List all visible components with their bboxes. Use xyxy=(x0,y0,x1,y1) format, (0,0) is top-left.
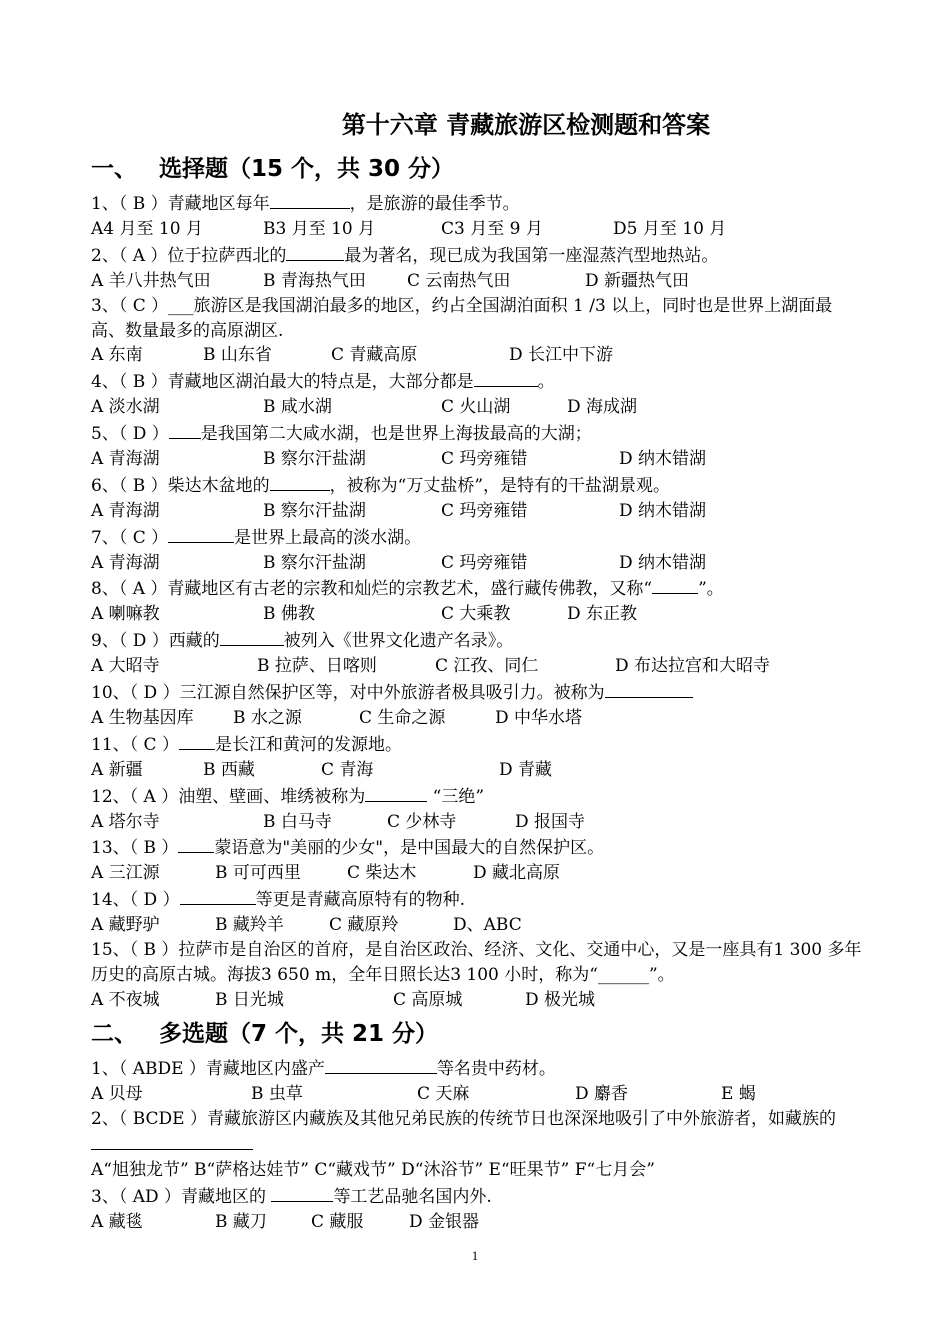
option: D 纳木错湖 xyxy=(619,500,707,521)
option: A 新疆 xyxy=(91,759,143,780)
answer-blank xyxy=(286,242,344,261)
option: D5 月至 10 月 xyxy=(613,218,727,239)
question-text: 5、（ D ） xyxy=(91,424,169,445)
options-row xyxy=(91,706,866,731)
option: D 金银器 xyxy=(409,1212,480,1233)
question-text: 11、（ C ） xyxy=(91,734,179,755)
question-text: 等更是青藏高原特有的物种. xyxy=(255,890,465,911)
option: B 西藏 xyxy=(203,759,255,780)
question-text: 等工艺品驰名国内外. xyxy=(333,1187,492,1208)
option: D 藏北高原 xyxy=(473,863,561,884)
question-text: 是长江和黄河的发源地。 xyxy=(214,734,402,755)
option: A 藏野驴 xyxy=(91,915,160,936)
question-stem xyxy=(91,886,866,913)
option: B3 月至 10 月 xyxy=(263,218,376,239)
question-text: 等名贵中药材。 xyxy=(436,1058,556,1079)
answer-blank xyxy=(91,1131,253,1150)
option: C 大乘教 xyxy=(441,604,511,625)
question-text: ，被称为“万丈盐桥”，是特有的干盐湖景观。 xyxy=(329,475,671,496)
question-stem xyxy=(91,679,866,706)
option: C 江孜、同仁 xyxy=(435,656,539,677)
question-text: 9、（ D ）西藏的 xyxy=(91,631,220,652)
question-text: 被列入《世界文化遗产名录》。 xyxy=(283,631,514,652)
answer-blank xyxy=(168,524,234,543)
question-stem xyxy=(91,1055,866,1082)
question-stem xyxy=(91,575,866,602)
option: C 生命之源 xyxy=(359,707,446,728)
section-heading-multiple-choice xyxy=(91,1017,866,1051)
options-row xyxy=(91,861,866,886)
option: C 少林寺 xyxy=(387,811,457,832)
option: C 火山湖 xyxy=(441,397,511,418)
options-row: A“旭独龙节” B“萨格达娃节” C“藏戏节” D“沐浴节” E“旺果节” F“七月会” xyxy=(91,1160,655,1181)
question-stem xyxy=(91,1183,866,1210)
options-row xyxy=(91,1210,866,1235)
option: A 不夜城 xyxy=(91,989,160,1010)
document-page xyxy=(91,104,866,1235)
question-stem xyxy=(91,1107,866,1159)
option: B 察尔汗盐湖 xyxy=(263,500,366,521)
answer-blank xyxy=(178,834,214,853)
answer-blank xyxy=(270,190,350,209)
options-row xyxy=(91,758,866,783)
option: C 青藏高原 xyxy=(331,345,418,366)
option: C 高原城 xyxy=(393,989,463,1010)
answer-blank xyxy=(271,1183,333,1202)
option: A 羊八井热气田 xyxy=(91,270,211,291)
option: A 喇嘛教 xyxy=(91,604,160,625)
question-text: 2、（ BCDE ）青藏旅游区内藏族及其他兄弟民族的传统节日也深深地吸引了中外旅游者，如藏族的 xyxy=(91,1108,836,1129)
question-text: 6、（ B ）柴达木盆地的 xyxy=(91,475,270,496)
option: C 云南热气田 xyxy=(407,270,511,291)
answer-blank xyxy=(220,627,284,646)
option: A4 月至 10 月 xyxy=(91,218,203,239)
page-title: 第十六章 青藏旅游区检测题和答案 xyxy=(341,111,711,139)
page-number: 1 xyxy=(471,1248,479,1263)
options-row xyxy=(91,499,866,524)
options-row xyxy=(91,654,866,679)
option: B 山东省 xyxy=(203,345,272,366)
option: C 玛旁雍错 xyxy=(441,500,528,521)
question-text: 。 xyxy=(537,372,555,393)
question-stem xyxy=(91,783,866,810)
question-stem: 15、（ B ）拉萨市是自治区的首府，是自治区政治、经济、文化、交通中心，又是一座具有1 300 多年历史的高原古城。海拔3 650 m，全年日照长达3 100 小时，称为“______”。 xyxy=(91,940,862,985)
option: D 东正教 xyxy=(567,604,638,625)
option: B 青海热气田 xyxy=(263,270,366,291)
option: D 新疆热气田 xyxy=(585,270,690,291)
option: B 拉萨、日喀则 xyxy=(257,656,377,677)
option: B 白马寺 xyxy=(263,811,332,832)
option: B 察尔汗盐湖 xyxy=(263,552,366,573)
question-stem xyxy=(91,420,866,447)
option: A 塔尔寺 xyxy=(91,811,160,832)
option: C 青海 xyxy=(321,759,374,780)
option: B 藏羚羊 xyxy=(215,915,284,936)
question-stem xyxy=(91,627,866,654)
section-heading-single-choice xyxy=(91,152,866,186)
option: B 咸水湖 xyxy=(263,397,332,418)
options-row xyxy=(91,913,866,938)
option: D 海成湖 xyxy=(567,397,638,418)
option: B 日光城 xyxy=(215,989,284,1010)
option: A 青海湖 xyxy=(91,552,160,573)
options-row xyxy=(91,269,866,294)
question-text: 4、（ B ）青藏地区湖泊最大的特点是，大部分都是 xyxy=(91,372,474,393)
options-row xyxy=(91,447,866,472)
option: D 极光城 xyxy=(525,989,596,1010)
question-text: ，是旅游的最佳季节。 xyxy=(349,194,520,214)
option: A 淡水湖 xyxy=(91,397,160,418)
option: C 玛旁雍错 xyxy=(441,449,528,469)
multiple-choice-questions xyxy=(91,1055,866,1235)
single-choice-questions xyxy=(91,190,866,1013)
options-row xyxy=(91,343,866,368)
question-text: 1、（ B ）青藏地区每年 xyxy=(91,194,270,214)
option: A 东南 xyxy=(91,345,143,366)
option: D 布达拉宫和大昭寺 xyxy=(615,656,771,677)
question-stem: 3、（ C ）___旅游区是我国湖泊最多的地区，约占全国湖泊面积 1 /3 以上，同时也是世界上湖面最高、数量最多的高原湖区. xyxy=(91,295,833,341)
option: B 可可西里 xyxy=(215,863,301,884)
question-stem xyxy=(91,524,866,551)
option: A 青海湖 xyxy=(91,500,160,521)
section-number: 一、 xyxy=(91,156,137,182)
answer-blank xyxy=(270,472,330,491)
options-row xyxy=(91,551,866,576)
question-stem xyxy=(91,731,866,758)
options-row xyxy=(91,1082,866,1107)
option: D 报国寺 xyxy=(515,811,586,832)
option: B 藏刀 xyxy=(215,1212,267,1233)
option: D 麝香 xyxy=(575,1083,629,1104)
option: B 佛教 xyxy=(263,604,315,625)
option: B 虫草 xyxy=(251,1083,303,1104)
section-number: 二、 xyxy=(91,1020,137,1047)
answer-blank xyxy=(474,368,538,387)
section-label: 多选题（7 个，共 21 分） xyxy=(159,1020,439,1047)
option: A 青海湖 xyxy=(91,449,160,469)
question-text: 12、（ A ）油塑、壁画、堆绣被称为 xyxy=(91,786,366,807)
option: B 察尔汗盐湖 xyxy=(263,449,366,469)
question-text: 10、（ D ）三江源自然保护区等，对中外旅游者极具吸引力。被称为 xyxy=(91,683,605,704)
option: D 纳木错湖 xyxy=(619,449,707,469)
question-stem xyxy=(91,242,866,269)
option: C 藏原羚 xyxy=(329,915,399,936)
answer-blank xyxy=(652,575,698,594)
options-row xyxy=(91,217,866,242)
answer-blank xyxy=(605,679,693,698)
question-text: 2、（ A ）位于拉萨西北的 xyxy=(91,245,287,266)
question-text: 最为著名，现已成为我国第一座湿蒸汽型地热站。 xyxy=(344,245,719,266)
option: D 中华水塔 xyxy=(495,707,583,728)
question-text: 是世界上最高的淡水湖。 xyxy=(234,527,422,548)
option: B 水之源 xyxy=(233,707,302,728)
question-text: 蒙语意为"美丽的少女"，是中国最大的自然保护区。 xyxy=(214,838,605,859)
question-text: 3、（ AD ）青藏地区的 xyxy=(91,1187,272,1208)
options-row xyxy=(91,810,866,835)
question-text: ”。 xyxy=(698,579,724,600)
question-stem xyxy=(91,472,866,499)
option: D 纳木错湖 xyxy=(619,552,707,573)
question-text: “三绝” xyxy=(427,786,485,807)
options-row xyxy=(91,602,866,627)
question-stem xyxy=(91,368,866,395)
question-text: 14、（ D ） xyxy=(91,890,180,911)
option: A 生物基因库 xyxy=(91,707,194,728)
option: D 青藏 xyxy=(499,759,553,780)
options-row xyxy=(91,988,866,1013)
question-text: 1、（ ABDE ）青藏地区内盛产 xyxy=(91,1058,325,1079)
question-text: 8、（ A ）青藏地区有古老的宗教和灿烂的宗教艺术，盛行藏传佛教，又称“ xyxy=(91,579,653,600)
question-stem xyxy=(91,190,866,217)
section-label: 选择题（15 个，共 30 分） xyxy=(159,156,455,182)
question-text: 7、（ C ） xyxy=(91,527,169,548)
option: A 藏毯 xyxy=(91,1212,143,1233)
question-stem xyxy=(91,834,866,861)
options-row xyxy=(91,395,866,420)
option: C 玛旁雍错 xyxy=(441,552,528,573)
answer-blank xyxy=(365,783,427,802)
question-text: 是我国第二大咸水湖，也是世界上海拔最高的大湖； xyxy=(200,424,592,445)
option: D、ABC xyxy=(453,915,522,936)
option: C 藏服 xyxy=(311,1212,364,1233)
option: D 长江中下游 xyxy=(509,345,614,366)
option: C 天麻 xyxy=(417,1083,470,1104)
option: A 贝母 xyxy=(91,1083,143,1104)
answer-blank xyxy=(325,1055,437,1074)
answer-blank xyxy=(169,420,201,439)
option: E 蝎 xyxy=(721,1083,756,1104)
answer-blank xyxy=(180,886,256,905)
option: A 大昭寺 xyxy=(91,656,160,677)
option: C 柴达木 xyxy=(347,863,417,884)
answer-blank xyxy=(179,731,215,750)
option: C3 月至 9 月 xyxy=(441,218,543,239)
option: A 三江源 xyxy=(91,863,160,884)
question-text: 13、（ B ） xyxy=(91,838,179,859)
